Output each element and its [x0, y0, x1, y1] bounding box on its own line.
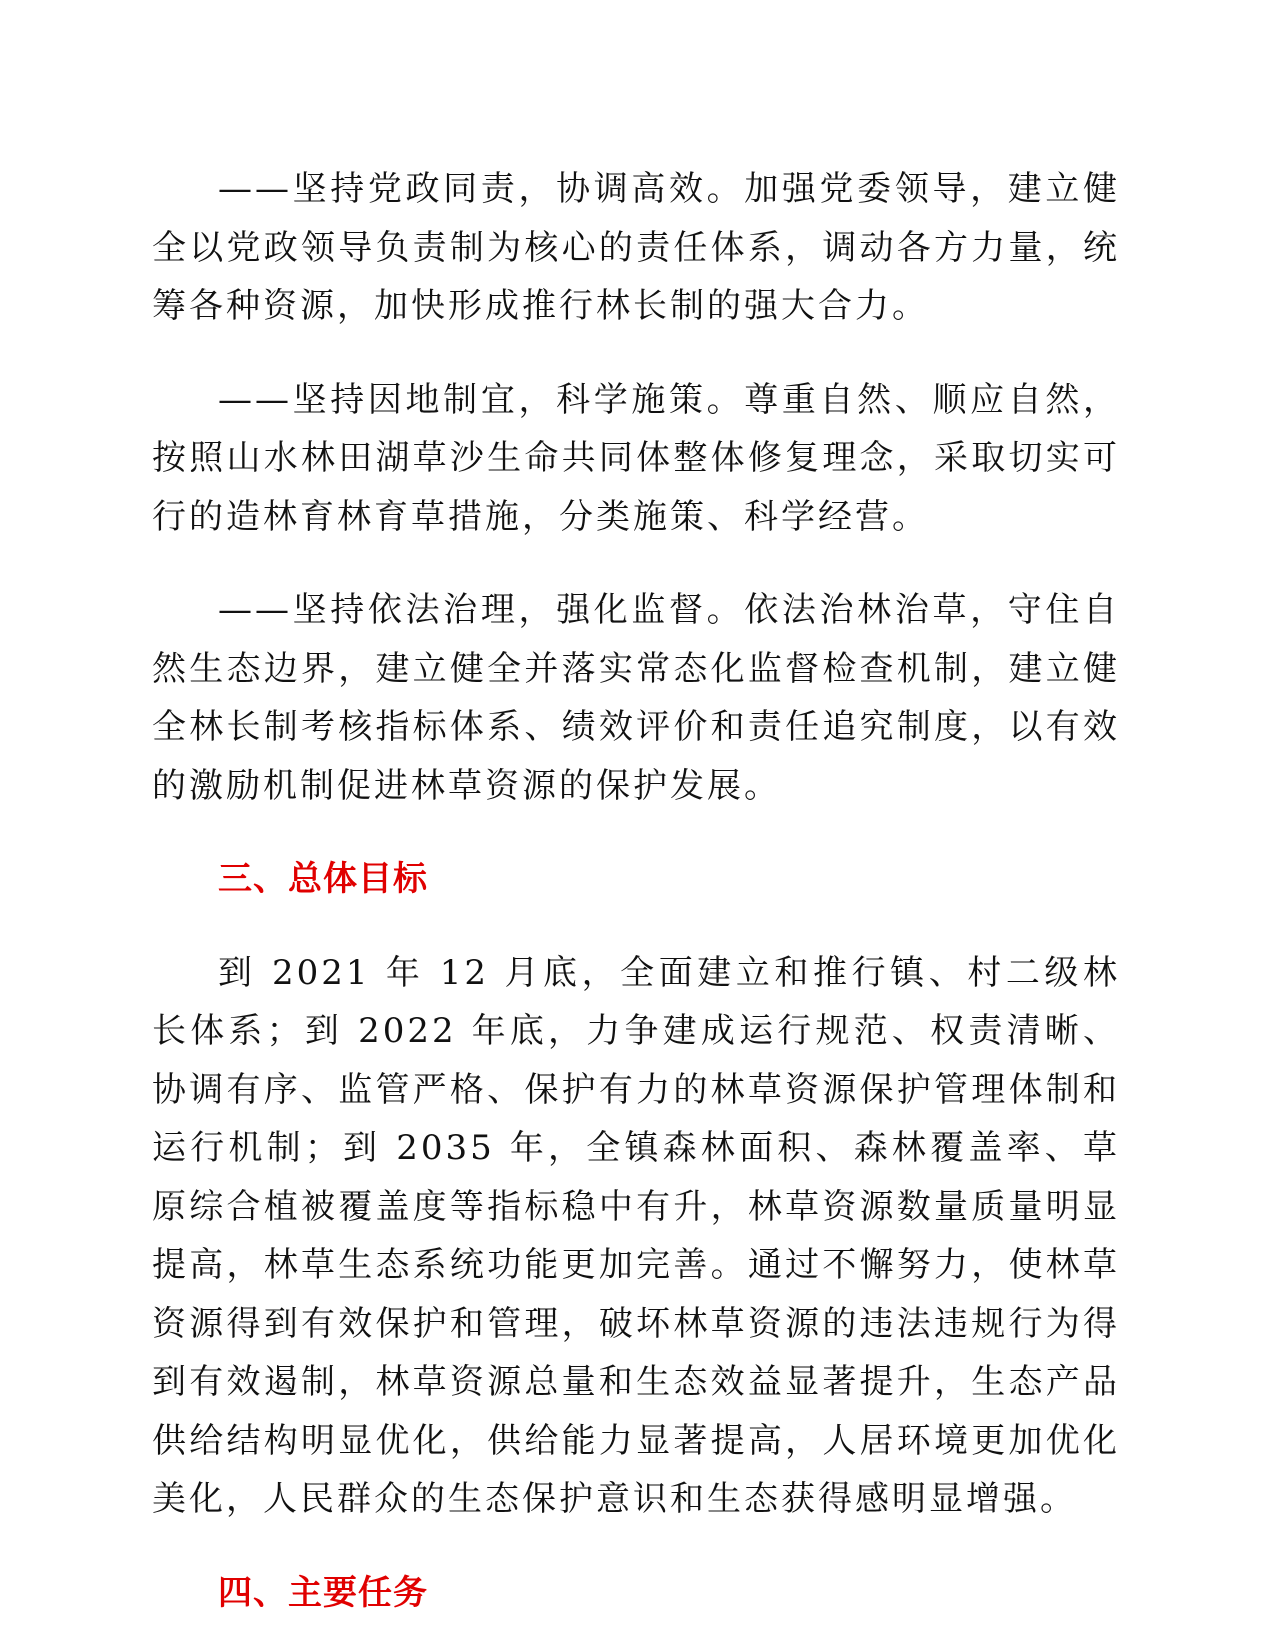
principle-paragraph-3: ——坚持依法治理，强化监督。依法治林治草，守住自然生态边界，建立健全并落实常态化监督检查机制，建立健全林长制考核指标体系、绩效评价和责任追究制度，以有效的激励机制促进林草资源的保护发展。	[152, 590, 1120, 806]
paragraph-spacer	[152, 815, 1120, 850]
paragraph-spacer	[152, 546, 1120, 581]
section-heading-overall-goals: 三、总体目标	[218, 859, 428, 899]
principle-paragraph-1: ——坚持党政同责，协调高效。加强党委领导，建立健全以党政领导负责制为核心的责任体系，调动各方力量，统筹各种资源，加快形成推行林长制的强大合力。	[152, 169, 1120, 326]
section-heading-main-tasks: 四、主要任务	[218, 1572, 428, 1613]
principle-paragraph-2: ——坚持因地制宜，科学施策。尊重自然、顺应自然，按照山水林田湖草沙生命共同体整体修复理念，采取切实可行的造林育林育草措施，分类施策、科学经营。	[152, 379, 1120, 537]
paragraph-spacer	[152, 909, 1120, 944]
document-body	[152, 160, 1120, 1622]
overall-goals-paragraph: 到 2021 年 12 月底，全面建立和推行镇、村二级林长体系；到 2022 年底，力争建成运行规范、权责清晰、协调有序、监管严格、保护有力的林草资源保护管理体制和运行机制；到 2035 年，全镇森林面积、森林覆盖率、草原综合植被覆盖度等指标稳中有升，林草资源数量质量明显提高，林草生态系统功能更加完善。通过不懈努力，使林草资源得到有效保护和管理，破坏林草资源的违法违规行为得到有效遏制，林草资源总量和生态效益显著提升，生态产品供给结构明显优化，供给能力显著提高，人居环境更加优化美化，人民群众的生态保护意识和生态获得感明显增强。	[152, 952, 1120, 1519]
paragraph-spacer	[152, 336, 1120, 371]
paragraph-spacer	[152, 1529, 1120, 1564]
